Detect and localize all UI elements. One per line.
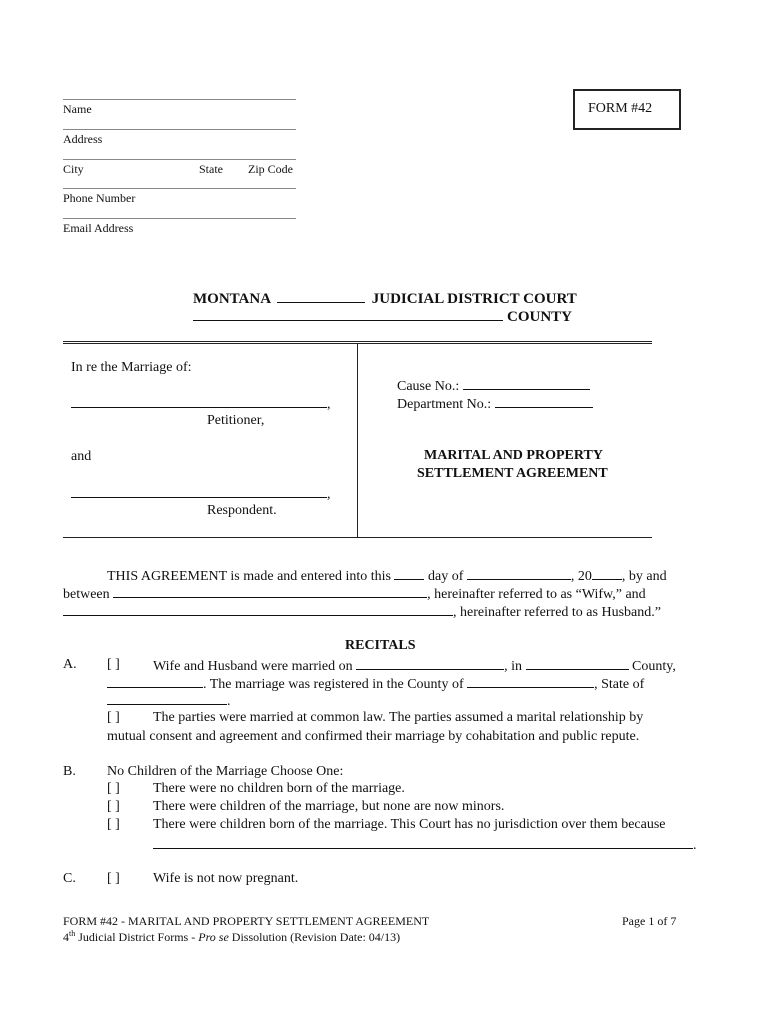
- footer-district-number: 4: [63, 930, 69, 944]
- recital-b-label: B.: [63, 764, 76, 779]
- intro-line-1: [107, 567, 667, 585]
- name-label: Name: [63, 102, 92, 116]
- recital-c-label: C.: [63, 871, 76, 886]
- address-label: Address: [63, 132, 103, 146]
- caption-divider: [357, 344, 358, 537]
- recital-a-line-4: The parties were married at common law. The parties assumed a marital relationship by: [153, 710, 644, 725]
- recital-a-text-1c: County,: [632, 659, 676, 674]
- footer-ordinal: th: [69, 929, 76, 938]
- court-line-1: [193, 290, 577, 308]
- marriage-date-blank: [356, 657, 504, 670]
- registered-state-blank: [107, 692, 227, 705]
- footer-page-number: Page 1 of 7: [622, 914, 677, 928]
- recital-a-line-3: [107, 692, 231, 710]
- recital-b-option-3: There were children born of the marriage. This Court has no jurisdiction over them because: [153, 817, 666, 832]
- husband-name-blank: [63, 603, 453, 616]
- month-blank: [467, 567, 571, 580]
- county-blank: [193, 308, 503, 321]
- registered-county-blank: [467, 675, 594, 688]
- in-re-label: In re the Marriage of:: [71, 360, 192, 375]
- recital-b-heading: No Children of the Marriage Choose One:: [107, 764, 344, 779]
- and-label: and: [71, 449, 92, 464]
- intro-text-a2: day of: [427, 569, 464, 584]
- jurisdiction-reason-blank: [153, 836, 693, 849]
- email-label: Email Address: [63, 221, 134, 235]
- respondent-line: [71, 485, 327, 498]
- recital-b-checkbox-2[interactable]: [ ]: [107, 799, 120, 814]
- recital-b-end: .: [693, 838, 697, 853]
- marriage-county-blank: [526, 657, 629, 670]
- footer-pro-se: Pro se: [198, 930, 229, 944]
- phone-label: Phone Number: [63, 191, 136, 205]
- doc-title-2: SETTLEMENT AGREEMENT: [417, 466, 608, 481]
- recital-a-text-1a: Wife and Husband were married on: [153, 659, 353, 674]
- footer-text-c: Dissolution (Revision Date: 04/13): [228, 930, 401, 944]
- city-line: [63, 159, 296, 160]
- intro-text-a4: , by and: [621, 569, 667, 584]
- footer-revision: [63, 929, 400, 945]
- recital-a-text-2b: , State of: [594, 677, 645, 692]
- recital-a-checkbox-1[interactable]: [ ]: [107, 657, 120, 672]
- recital-b-option-1: There were no children born of the marriage.: [153, 781, 405, 796]
- recital-a-checkbox-2[interactable]: [ ]: [107, 710, 120, 725]
- recital-c-checkbox[interactable]: [ ]: [107, 871, 120, 886]
- intro-text-b1: between: [63, 587, 110, 602]
- recital-b-checkbox-1[interactable]: [ ]: [107, 781, 120, 796]
- name-line: [63, 99, 296, 100]
- petitioner-blank: ,: [71, 395, 331, 413]
- recital-b-reason: [153, 836, 697, 854]
- department-number: [397, 395, 593, 413]
- form-number-box: [573, 89, 681, 130]
- petitioner-line: [71, 395, 327, 408]
- intro-line-3: [63, 603, 661, 621]
- intro-line-2: [63, 585, 646, 603]
- day-blank: [394, 567, 424, 580]
- petitioner-label: Petitioner,: [207, 413, 265, 428]
- address-line: [63, 129, 296, 130]
- department-number-blank: [495, 395, 593, 408]
- court-line-2: [193, 308, 572, 326]
- footer-form-title: FORM #42 - MARITAL AND PROPERTY SETTLEMENT AGREEMENT: [63, 914, 430, 928]
- recital-a-text-1b: , in: [504, 659, 523, 674]
- caption-bottom-rule: [63, 537, 652, 538]
- footer-text-b: Judicial District Forms -: [75, 930, 199, 944]
- recital-a-line-1: [153, 657, 676, 675]
- recital-c-text: Wife is not now pregnant.: [153, 871, 299, 886]
- cause-number: [397, 377, 590, 395]
- recital-b-option-2: There were children of the marriage, but none are now minors.: [153, 799, 505, 814]
- email-line: [63, 218, 296, 219]
- recital-a-text-2a: . The marriage was registered in the County of: [203, 677, 464, 692]
- court-state: MONTANA: [193, 291, 271, 307]
- cause-number-label: Cause No.:: [397, 379, 460, 394]
- county-label: COUNTY: [507, 309, 573, 325]
- year-blank: [592, 567, 622, 580]
- recitals-heading: RECITALS: [345, 638, 416, 653]
- cause-number-blank: [463, 377, 590, 390]
- doc-title-1: MARITAL AND PROPERTY: [424, 448, 603, 463]
- intro-text-c1: , hereinafter referred to as Husband.”: [453, 605, 661, 620]
- zip-label: Zip Code: [248, 162, 293, 176]
- intro-text-b2: , hereinafter referred to as “Wifw,” and: [427, 587, 646, 602]
- phone-line: [63, 188, 296, 189]
- recital-a-line-5: mutual consent and agreement and confirmed their marriage by cohabitation and public repute.: [107, 729, 640, 744]
- form-number: FORM #42: [588, 101, 653, 116]
- department-number-label: Department No.:: [397, 397, 492, 412]
- city-label: City: [63, 162, 84, 176]
- respondent-label: Respondent.: [207, 503, 277, 518]
- intro-text-a1: THIS AGREEMENT is made and entered into this: [107, 569, 391, 584]
- wife-name-blank: [113, 585, 427, 598]
- recital-a-label: A.: [63, 657, 77, 672]
- court-name: JUDICIAL DISTRICT COURT: [371, 291, 577, 307]
- recital-b-checkbox-3[interactable]: [ ]: [107, 817, 120, 832]
- recital-a-line-2: [107, 675, 644, 693]
- marriage-state-blank: [107, 675, 203, 688]
- respondent-blank: ,: [71, 485, 331, 503]
- state-label: State: [199, 162, 223, 176]
- intro-text-a3: , 20: [570, 569, 592, 584]
- district-number-blank: [277, 290, 365, 303]
- recital-a-text-3: .: [227, 694, 231, 709]
